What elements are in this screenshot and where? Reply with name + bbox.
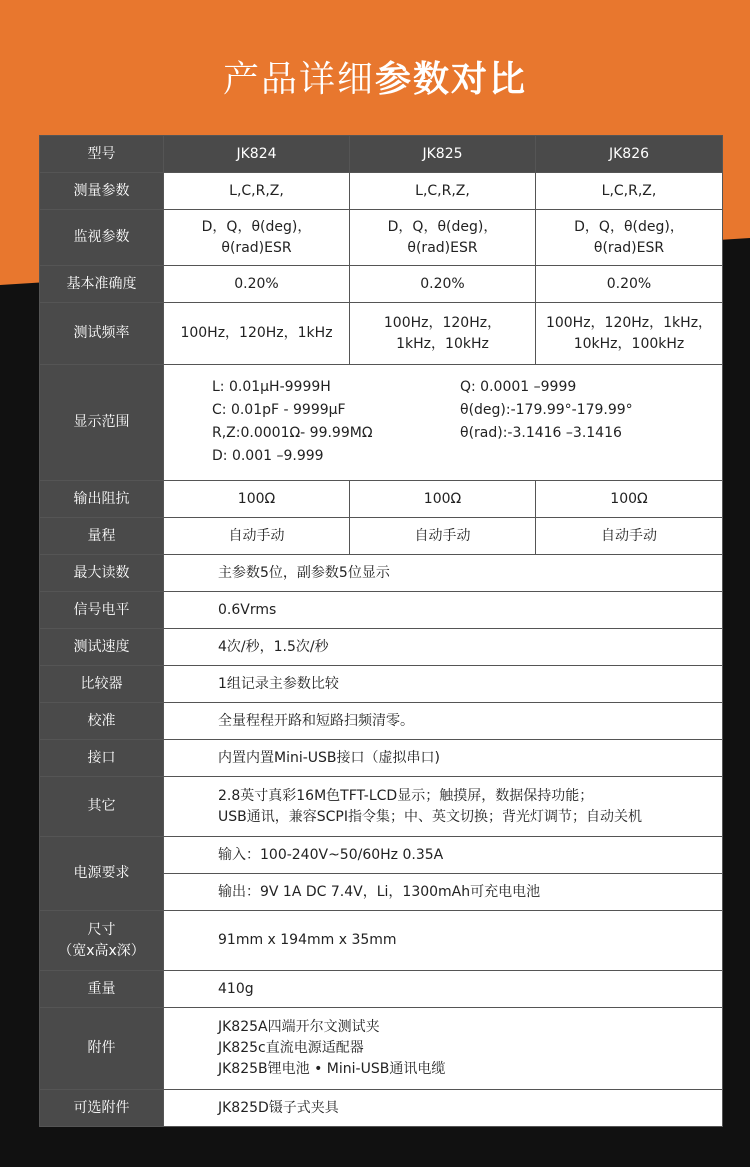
monitor-value-jk824: D，Q，θ(deg)， θ(rad)ESR xyxy=(164,210,350,266)
weight-value: 410g xyxy=(164,971,723,1008)
interface-value: 内置内置Mini-USB接口（虚拟串口) xyxy=(164,740,723,777)
accuracy-value-jk826: 0.20% xyxy=(536,266,723,303)
accessories-value: JK825A四端开尔文测试夹 JK825c直流电源适配器 JK825B锂电池 • Mini-USB通讯电缆 xyxy=(164,1008,723,1090)
page-title xyxy=(0,50,750,110)
display-range-value xyxy=(164,365,723,481)
impedance-value-jk824: 100Ω xyxy=(164,481,350,518)
table-row-signal-level xyxy=(40,592,723,629)
scale-value-jk824: 自动手动 xyxy=(164,518,350,555)
comparator-label: 比较器 xyxy=(40,666,164,703)
table-row-frequency xyxy=(40,303,723,365)
measure-value-jk824: L,C,R,Z, xyxy=(164,173,350,210)
frequency-value-jk825: 100Hz，120Hz， 1kHz，10kHz xyxy=(350,303,536,365)
optional-accessories-value: JK825D镊子式夹具 xyxy=(164,1090,723,1127)
table-row-optional-accessories xyxy=(40,1090,723,1127)
measure-label: 测量参数 xyxy=(40,173,164,210)
table-row-accuracy xyxy=(40,266,723,303)
impedance-label: 输出阻抗 xyxy=(40,481,164,518)
power-output-value: 输出：9V 1A DC 7.4V，Li，1300mAh可充电电池 xyxy=(164,874,723,911)
accessories-label: 附件 xyxy=(40,1008,164,1090)
display-range-right-column: Q: 0.0001 –9999 θ(deg):-179.99°-179.99° θ(rad):-3.1416 –3.1416 xyxy=(460,378,633,441)
table-row-comparator xyxy=(40,666,723,703)
monitor-value-jk826: D，Q，θ(deg)， θ(rad)ESR xyxy=(536,210,723,266)
measure-value-jk826: L,C,R,Z, xyxy=(536,173,723,210)
model-jk826: JK826 xyxy=(536,136,723,173)
frequency-label: 测试频率 xyxy=(40,303,164,365)
table-row-accessories xyxy=(40,1008,723,1090)
optional-accessories-label: 可选附件 xyxy=(40,1090,164,1127)
monitor-label: 监视参数 xyxy=(40,210,164,266)
model-jk825: JK825 xyxy=(350,136,536,173)
other-label: 其它 xyxy=(40,777,164,837)
table-row-impedance xyxy=(40,481,723,518)
test-speed-label: 测试速度 xyxy=(40,629,164,666)
table-row-monitor xyxy=(40,210,723,266)
model-jk824: JK824 xyxy=(164,136,350,173)
table-row-header xyxy=(40,136,723,173)
frequency-value-jk826: 100Hz，120Hz，1kHz， 10kHz，100kHz xyxy=(536,303,723,365)
table-row-power-input xyxy=(40,837,723,874)
table-row-max-reading xyxy=(40,555,723,592)
table-row-display-range xyxy=(40,365,723,481)
frequency-value-jk824: 100Hz，120Hz，1kHz xyxy=(164,303,350,365)
calibration-label: 校准 xyxy=(40,703,164,740)
size-value: 91mm x 194mm x 35mm xyxy=(164,911,723,971)
power-input-value: 输入：100-240V~50/60Hz 0.35A xyxy=(164,837,723,874)
max-reading-value: 主参数5位，副参数5位显示 xyxy=(164,555,723,592)
scale-label: 量程 xyxy=(40,518,164,555)
measure-value-jk825: L,C,R,Z, xyxy=(350,173,536,210)
signal-level-value: 0.6Vrms xyxy=(164,592,723,629)
scale-value-jk825: 自动手动 xyxy=(350,518,536,555)
calibration-value: 全量程程开路和短路扫频清零。 xyxy=(164,703,723,740)
display-range-label: 显示范围 xyxy=(40,365,164,481)
spec-comparison-table xyxy=(39,135,723,1127)
accuracy-value-jk824: 0.20% xyxy=(164,266,350,303)
display-range-left-column: L: 0.01μH-9999H C: 0.01pF - 9999μF R,Z:0.0001Ω- 99.99MΩ D: 0.001 –9.999 xyxy=(212,378,373,464)
comparator-value: 1组记录主参数比较 xyxy=(164,666,723,703)
monitor-value-jk825: D，Q，θ(deg)， θ(rad)ESR xyxy=(350,210,536,266)
accuracy-value-jk825: 0.20% xyxy=(350,266,536,303)
accuracy-label: 基本准确度 xyxy=(40,266,164,303)
power-label: 电源要求 xyxy=(40,837,164,911)
title-part-2: 参数对比 xyxy=(375,59,528,100)
table-row-scale xyxy=(40,518,723,555)
table-row-test-speed xyxy=(40,629,723,666)
max-reading-label: 最大读数 xyxy=(40,555,164,592)
table-row-other xyxy=(40,777,723,837)
other-value: 2.8英寸真彩16M色TFT-LCD显示；触摸屏，数据保持功能； USB通讯，兼容SCPI指令集；中、英文切换；背光灯调节；自动关机 xyxy=(164,777,723,837)
table-row-weight xyxy=(40,971,723,1008)
impedance-value-jk825: 100Ω xyxy=(350,481,536,518)
title-part-1: 产品详细 xyxy=(222,59,375,100)
weight-label: 重量 xyxy=(40,971,164,1008)
table-row-measure xyxy=(40,173,723,210)
table-row-interface xyxy=(40,740,723,777)
model-label: 型号 xyxy=(40,136,164,173)
interface-label: 接口 xyxy=(40,740,164,777)
scale-value-jk826: 自动手动 xyxy=(536,518,723,555)
size-label: 尺寸 （宽x高x深） xyxy=(40,911,164,971)
impedance-value-jk826: 100Ω xyxy=(536,481,723,518)
signal-level-label: 信号电平 xyxy=(40,592,164,629)
table-row-calibration xyxy=(40,703,723,740)
test-speed-value: 4次/秒，1.5次/秒 xyxy=(164,629,723,666)
table-row-size xyxy=(40,911,723,971)
